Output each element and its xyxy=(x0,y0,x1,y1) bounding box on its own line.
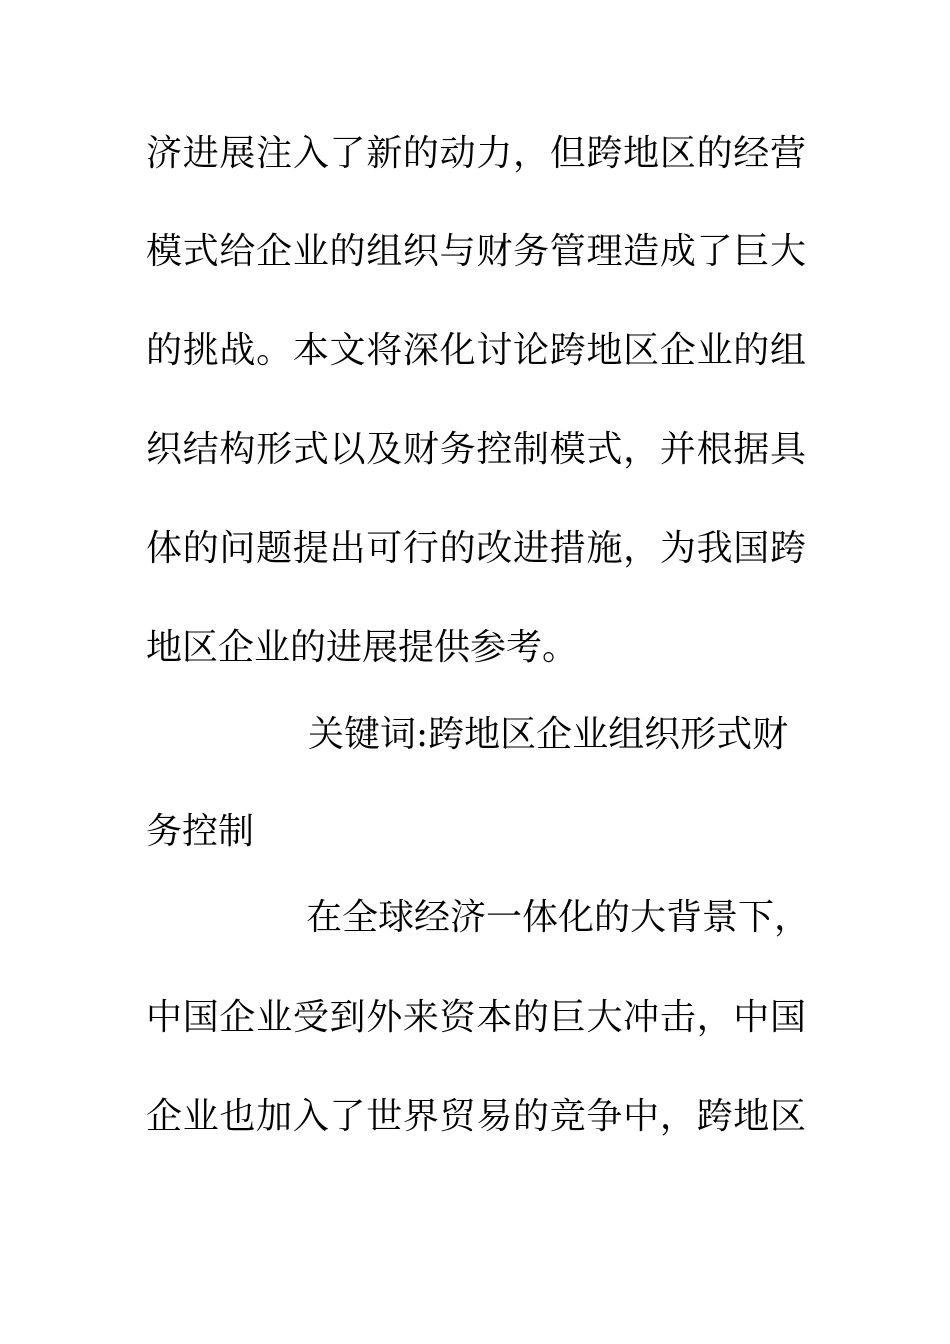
body-line-3: 企业也加入了世界贸易的竞争中，跨地区 xyxy=(146,1096,806,1137)
abstract-line-4: 织结构形式以及财务控制模式，并根据具 xyxy=(146,429,806,470)
abstract-line-6: 地区企业的进展提供参考。 xyxy=(146,627,579,668)
abstract-line-3: 的挑战。本文将深化讨论跨地区企业的组 xyxy=(146,330,806,371)
body-line-2: 中国企业受到外来资本的巨大冲击，中国 xyxy=(146,997,806,1038)
keywords-line-1: 关键词:跨地区企业组织形式财 xyxy=(308,714,789,755)
abstract-line-1: 济进展注入了新的动力，但跨地区的经营 xyxy=(146,133,806,174)
body-line-1: 在全球经济一体化的大背景下， xyxy=(306,897,811,938)
keywords-line-2: 务控制 xyxy=(146,811,255,852)
abstract-line-2: 模式给企业的组织与财务管理造成了巨大 xyxy=(146,231,806,272)
abstract-line-5: 体的问题提出可行的改进措施，为我国跨 xyxy=(146,528,806,569)
